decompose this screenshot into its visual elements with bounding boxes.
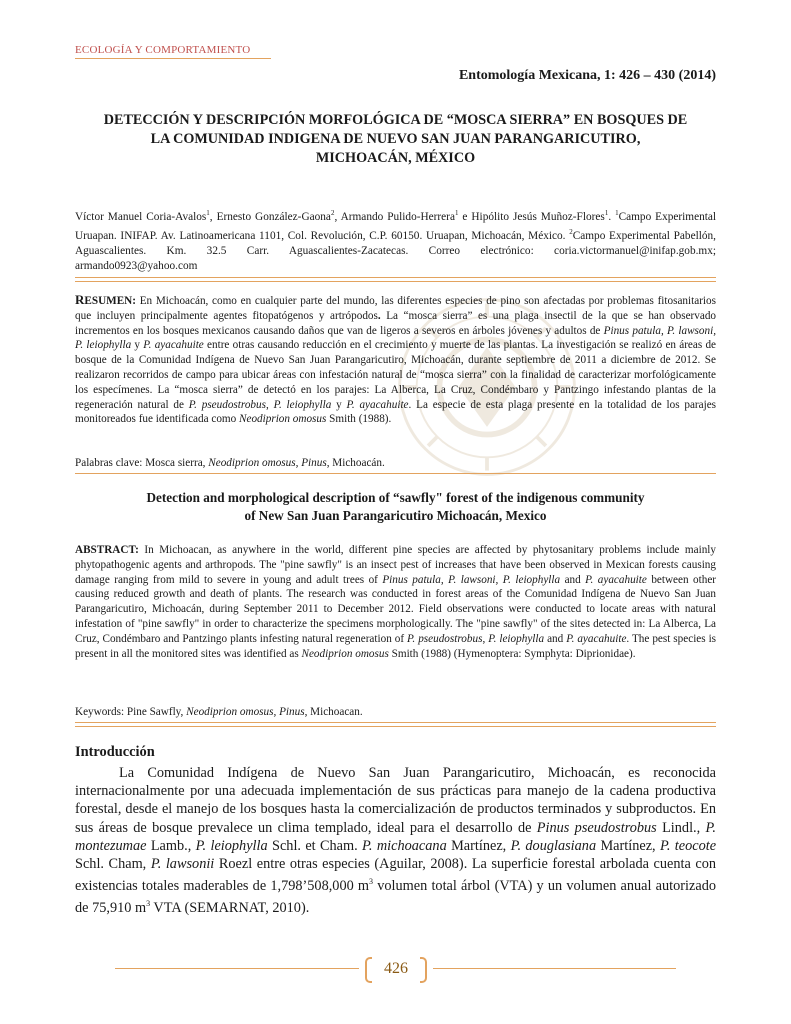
abstract-paragraph: ABSTRACT: In Michoacan, as anywhere in the world, different pine species are affected by phytosanitary problems include mainly phytopathogenic agents and arthropods. The "pine sawfly" is an insect pest of increases that have been observed in Mexican forests causing damage ranging from mild to severe in young and adult trees of Pinus patula, P. lawsoni, P. leiophylla and P. ayacahuite between other causing reduced growth and death of plants. The research was conducted in forest areas of the Comunidad Indígena de Nuevo San Juan Parangaricutiro, Michoacán, during September 2011 to December 2012. Field observations were conducted to locate areas with natural infestation of "pine sawfly" in order to characterize the specimens morphologically. The "pine sawfly" of the sites detected in: La Alberca, La Cruz, Condémbaro and Pantzingo plants infesting natural regeneration of P. pseudostrobus, P. leiophylla and P. ayacahuite. The pest species is present in all the monitored sites was identified as Neodiprion omosus Smith (1988) (Hymenoptera: Symphyta: Diprionidae). (75, 544, 717, 660)
author-name: Víctor Manuel Coria-Avalos (75, 210, 207, 223)
author-name: Armando Pulido-Herrera (340, 210, 455, 223)
section-label: ECOLOGÍA Y COMPORTAMIENTO (75, 44, 251, 56)
english-title: Detection and morphological description of “sawfly" forest of the indigenous community of New San Juan Parangaricutiro Michoacán, Mexico (146, 490, 645, 523)
affiliation: Campo Experimental Uruapan. INIFAP. Av. Latinoamericana 1101, Col. Revolución, C.P. 60150. Uruapan, Michoacán, México. (75, 210, 717, 242)
bracket-right (420, 957, 427, 983)
double-divider (75, 277, 716, 282)
resumen-label: RESUMEN: (75, 292, 136, 307)
double-divider (75, 722, 716, 727)
title-line: DETECCIÓN Y DESCRIPCIÓN MORFOLÓGICA DE “MOSCA SIERRA” EN BOSQUES DE (103, 112, 688, 128)
footer-rule-right (433, 968, 676, 969)
section-underline (75, 58, 271, 59)
section-heading: Introducción (75, 744, 155, 760)
palabras-clave: Palabras clave: Mosca sierra, Neodiprion omosus, Pinus, Michoacán. (75, 457, 385, 469)
author-name: Hipólito Jesús Muñoz-Flores (471, 210, 605, 223)
abstract-label: ABSTRACT: (75, 544, 139, 556)
journal-reference: Entomología Mexicana, 1: 426 – 430 (2014) (458, 68, 716, 83)
affiliation: Campo Experimental Pabellón, Aguascalientes. Km. 32.5 Carr. Aguascalientes-Zacatecas. Correo electrónico: coria.victormanuel@inifap.gob.mx; armando0923@yahoo.com (75, 229, 716, 272)
title-line: MICHOACÁN, MÉXICO (315, 150, 476, 166)
footer-rule-left (115, 968, 359, 969)
resumen-paragraph: RESUMEN: En Michoacán, como en cualquier parte del mundo, las diferentes especies de pino son afectadas por problemas fitosanitarios que incluyen principalmente agentes fitopatógenos y artrópodos. La “mosca sierra” es una plaga insectil de la que se han observado incrementos en los bosques mexicanos causando daños que van de ligeros a severos en árboles jóvenes y adultos de Pinus patula, P. lawsoni, P. leiophylla y P. ayacahuite entre otras causando reducción en el crecimiento y muerte de las plantas. La investigación se realizó en áreas de bosque de la Comunidad Indígena de Nuevo San Juan Parangaricutiro, Michoacán, durante septiembre de 2011 a diciembre de 2012. Se realizaron recorridos de campo para ubicar áreas con infestación natural de “mosca sierra” con la finalidad de caracterizar morfológicamente los especímenes. La “mosca sierra” de detectó en los parajes: La Alberca, La Cruz, Condémbaro y Pantzingo infestando plantas de la regeneración natural de P. pseudostrobus, P. leiophylla y P. ayacahuite. La especie de esta plaga presente en la totalidad de los parajes monitoreados fue identificada como Neodiprion omosus Smith (1988). (75, 292, 717, 426)
page-number: 426 (384, 960, 408, 977)
paper-title (75, 111, 716, 168)
keywords: Keywords: Pine Sawfly, Neodiprion omosus, Pinus, Michoacan. (75, 706, 363, 718)
title-line: LA COMUNIDAD INDIGENA DE NUEVO SAN JUAN PARANGARICUTIRO, (150, 131, 641, 147)
intro-paragraph: La Comunidad Indígena de Nuevo San Juan Parangaricutiro, Michoacán, es reconocida internacionalmente por una adecuada implementación de sus prácticas para manejo de la cadena productiva forestal, desde el manejo de los bosques hasta la comercialización de productos terminados y subproductos. En sus áreas de bosque prevalece un clima templado, ideal para el desarrollo de Pinus pseudostrobus Lindl., P. montezumae Lamb., P. leiophylla Schl. et Cham. P. michoacana Martínez, P. douglasiana Martínez, P. teocote Schl. Cham, P. lawsonii Roezl entre otras especies (Aguilar, 2008). La superficie forestal arbolada cuenta con existencias totales maderables de 1,798’508,000 $m^3$ volumen total árbol (VTA) y un volumen anual autorizado de 75,910 $m^3$ VTA (SEMARNAT, 2010). (75, 765, 717, 916)
author-name: Ernesto González-Gaona (216, 210, 331, 223)
author-block: Víctor Manuel Coria-Avalos$^1$, Ernesto González-Gaona$^2$, Armando Pulido-Herrera$^1$ e Hipólito Jesús Muñoz-Flores$^1$. $^1$Campo Experimental Uruapan. INIFAP. Av. Latinoamericana 1101, Col. Revolución, C.P. 60150. Uruapan, Michoacán, México. $^2$Campo Experimental Pabellón, Aguascalientes. Km. 32.5 Carr. Aguascalientes-Zacatecas. Correo electrónico: coria.victormanuel@inifap.gob.mx; armando0923@yahoo.com (75, 209, 717, 272)
page-footer (115, 955, 676, 985)
divider (75, 473, 716, 474)
